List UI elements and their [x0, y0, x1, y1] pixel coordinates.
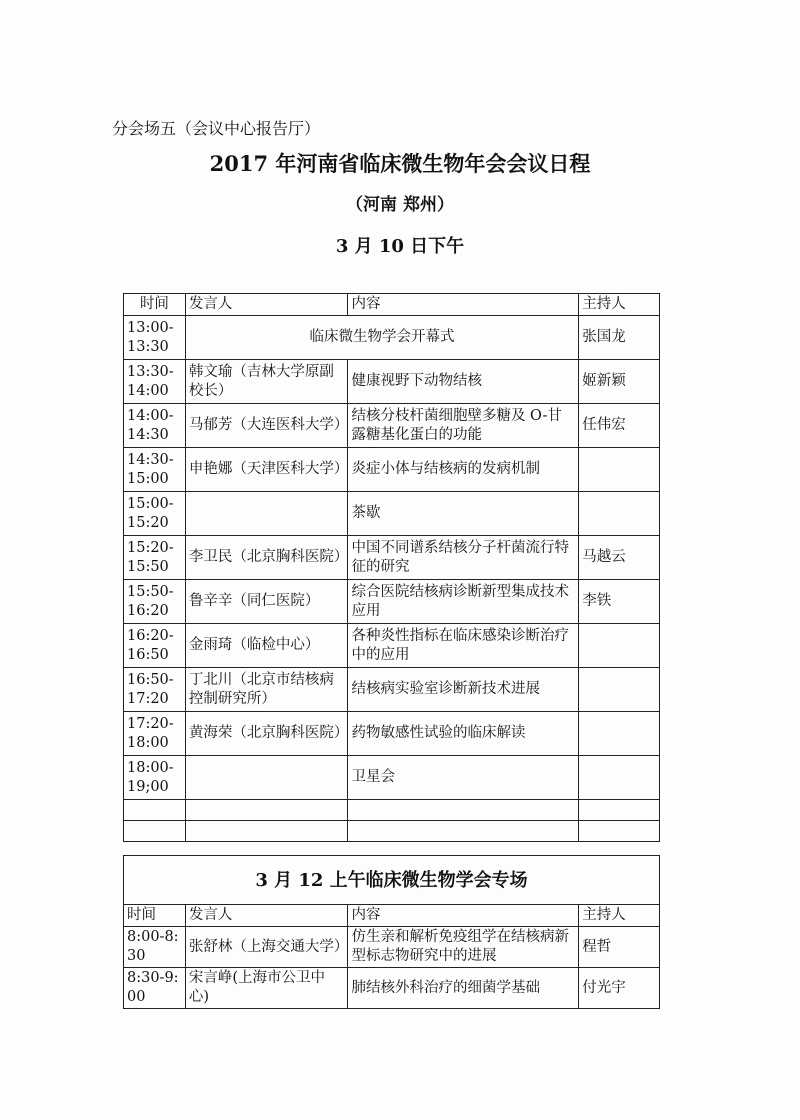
speaker-cell: 丁北川（北京市结核病控制研究所）	[185, 668, 348, 712]
schedule-table-mar10	[123, 293, 660, 842]
speaker-cell: 马郁芳（大连医科大学）	[185, 404, 348, 448]
header-content: 内容	[348, 905, 579, 927]
table-row	[124, 580, 660, 624]
header-content: 内容	[348, 294, 579, 316]
table-row	[124, 492, 660, 536]
speaker-cell: 黄海荣（北京胸科医院）	[185, 712, 348, 756]
speaker-cell: 申艳娜（天津医科大学）	[185, 448, 348, 492]
host-cell	[579, 624, 660, 668]
table-header-row	[124, 905, 660, 927]
session-banner-row	[124, 856, 660, 905]
time-cell: 18:00-19;00	[124, 756, 186, 800]
host-cell: 任伟宏	[579, 404, 660, 448]
content-cell: 仿生亲和解析免疫组学在结核病新型标志物研究中的进展	[348, 927, 579, 968]
table-row	[124, 536, 660, 580]
time-cell: 13:00-13:30	[124, 316, 186, 360]
host-cell: 马越云	[579, 536, 660, 580]
schedule-table-mar12	[123, 855, 660, 1009]
session-title-mar12: 3 月 12 上午临床微生物学会专场	[124, 856, 660, 905]
schedule-rows	[124, 360, 660, 800]
session-title-mar10: 3 月 10 日下午	[335, 236, 465, 257]
speaker-cell: 李卫民（北京胸科医院）	[185, 536, 348, 580]
speaker-cell	[185, 756, 348, 800]
speaker-cell: 张舒林（上海交通大学）	[185, 927, 348, 968]
table-row	[124, 316, 660, 360]
table-row	[124, 360, 660, 404]
table-row	[124, 927, 660, 968]
table-row	[124, 448, 660, 492]
speaker-cell: 宋言峥(上海市公卫中心)	[185, 968, 348, 1009]
time-cell: 14:00-14:30	[124, 404, 186, 448]
table-row	[124, 712, 660, 756]
header-time: 时间	[124, 905, 186, 927]
time-cell: 15:50-16:20	[124, 580, 186, 624]
host-cell: 付光宇	[579, 968, 660, 1009]
host-cell: 李铁	[579, 580, 660, 624]
page-title: 2017 年河南省临床微生物年会会议日程	[209, 151, 591, 176]
content-cell: 健康视野下动物结核	[348, 360, 579, 404]
speaker-cell: 鲁辛辛（同仁医院）	[185, 580, 348, 624]
time-cell: 16:50-17:20	[124, 668, 186, 712]
time-cell: 16:20-16:50	[124, 624, 186, 668]
schedule-rows	[124, 927, 660, 1009]
location-subtitle: （河南 郑州）	[346, 195, 454, 215]
table-row	[124, 404, 660, 448]
table-row	[124, 668, 660, 712]
content-cell: 结核分枝杆菌细胞壁多糖及 O-甘露糖基化蛋白的功能	[348, 404, 579, 448]
header-time: 时间	[124, 294, 186, 316]
content-cell: 各种炎性指标在临床感染诊断治疗中的应用	[348, 624, 579, 668]
host-cell: 姬新颖	[579, 360, 660, 404]
header-host: 主持人	[579, 905, 660, 927]
speaker-cell: 韩文瑜（吉林大学原副校长）	[185, 360, 348, 404]
host-cell	[579, 712, 660, 756]
table-row	[124, 624, 660, 668]
time-cell: 8:00-8:30	[124, 927, 186, 968]
time-cell: 13:30-14:00	[124, 360, 186, 404]
speaker-cell: 金雨琦（临检中心）	[185, 624, 348, 668]
content-cell: 临床微生物学会开幕式	[185, 316, 578, 360]
time-cell: 14:30-15:00	[124, 448, 186, 492]
venue-label: 分会场五（会议中心报告厅）	[112, 119, 321, 138]
host-cell: 程哲	[579, 927, 660, 968]
speaker-cell	[185, 492, 348, 536]
empty-row	[124, 800, 660, 821]
content-cell: 药物敏感性试验的临床解读	[348, 712, 579, 756]
host-cell	[579, 492, 660, 536]
host-cell	[579, 668, 660, 712]
header-speaker: 发言人	[185, 294, 348, 316]
content-cell: 综合医院结核病诊断新型集成技术应用	[348, 580, 579, 624]
table-row	[124, 756, 660, 800]
content-cell: 中国不同谱系结核分子杆菌流行特征的研究	[348, 536, 579, 580]
time-cell: 15:00-15:20	[124, 492, 186, 536]
content-cell: 肺结核外科治疗的细菌学基础	[348, 968, 579, 1009]
content-cell: 茶歇	[348, 492, 579, 536]
header-host: 主持人	[579, 294, 660, 316]
host-cell	[579, 448, 660, 492]
content-cell: 卫星会	[348, 756, 579, 800]
table-row	[124, 968, 660, 1009]
content-cell: 炎症小体与结核病的发病机制	[348, 448, 579, 492]
time-cell: 15:20-15:50	[124, 536, 186, 580]
host-cell	[579, 756, 660, 800]
empty-row	[124, 821, 660, 842]
time-cell: 17:20-18:00	[124, 712, 186, 756]
time-cell: 8:30-9:00	[124, 968, 186, 1009]
content-cell: 结核病实验室诊断新技术进展	[348, 668, 579, 712]
host-cell: 张国龙	[579, 316, 660, 360]
header-speaker: 发言人	[185, 905, 348, 927]
table-header-row	[124, 294, 660, 316]
